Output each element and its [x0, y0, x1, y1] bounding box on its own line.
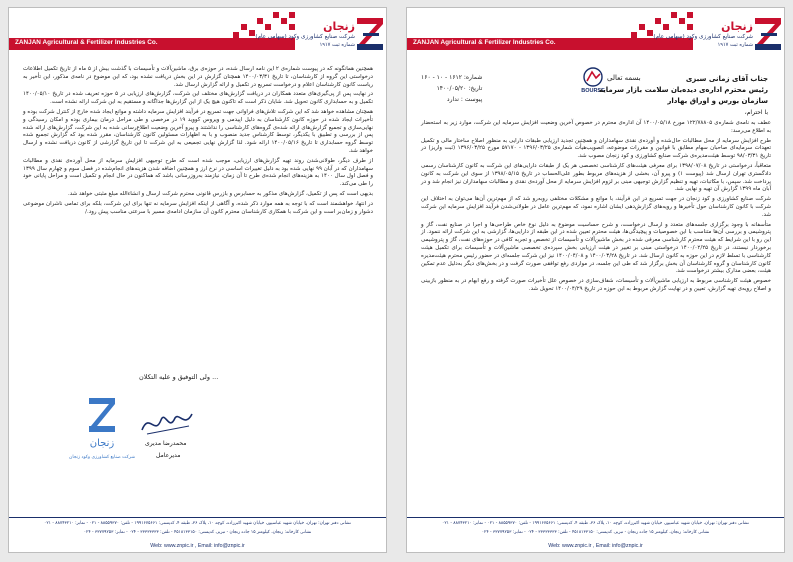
- company-stamp-icon: [67, 396, 137, 472]
- letter-body-continued: [23, 66, 373, 218]
- stamp-text: شرکت صنایع کشاورزی وکود زنجان: [69, 455, 135, 460]
- paragraph: شرکت صنایع کشاورزی و کود زنجان در جهت تسریع در این فرآیند، با موانع و مشکلات مختلفی روبه‌رو شد که از مهم‌ترین آن‌ها می‌توان به اختلاف این شرکت با کانون کارشناسان حول تأخیرها و رویه‌های گزارش‌دهی ایشان اشاره نمود، که مهم‌ترین عامل در طولانی‌شدن فرآیند افزایش سرمایه این شرکت شد.: [421, 196, 771, 218]
- letter-number: شماره: ۱۶۱۲ - ۱۰ - ۱۶۰: [421, 74, 483, 81]
- letter-page-right-side: [8, 7, 387, 553]
- letter-body: [421, 120, 771, 296]
- paragraph: همچنین همانگونه که در پیوست شماره‌ی ۲ این نامه ارسال شده، در حوزه‌ی برق، ماشین‌آلات و تأسیسات با گذشت بیش از ۵ ماه از تاریخ تکمیل اطلاعات درخواستی این گروه از کارشناسان، تا تاریخ ۱۴۰۰/۰۳/۳۱ همچنان گزارش در این بخش دریافت نشده بود، که این موضوع در نامه‌ی مذکور، این تأخیر به ریاست کانون کارشناسان اعلام و درخواست تسریع در تکمیل و ارائه گزارش ارسال شد.: [23, 66, 373, 88]
- paragraph: در نهایت پس از پی‌گیری‌های متعدد همکاران در دریافت گزارش‌های مختلف این شرکت، گزارش‌های ارزیابی در ۵ حوزه تعریف شده در تاریخ ۱۴۰۰/۰۵/۱۰ تکمیل و به حسابداری کانون تحویل شد. شایان ذکر است که تاکنون هیچ یک از این گزارش‌ها جداگانه و مستقیم به این شرکت ارائه نشده است.: [23, 91, 373, 106]
- footer-web-email: Web: www.znpic.ir , Email: info@znpic.ir: [150, 543, 245, 549]
- letterhead: [407, 8, 784, 64]
- addressee-block: [599, 74, 768, 107]
- company-name-fa: زنجان: [323, 20, 355, 33]
- footer-address-tehran: نشانی دفتر تهران: تهران، خیابان شهید عباسپور، خیابان شهید اکبرزاده، کوچه ۱۰، پلاک ۳۶، طبقه ۴، کدپستی: ۱۹۹۱۶۷۵۶۶۱ - تلفن: ۸۸۵۵۹۳۷۰ - ۰۲۱ - نمابر: ۸۸۷۴۳۲۱۰ - ۰۲۱: [44, 521, 351, 526]
- footer-address-factory: نشانی کارخانه: زنجان، کیلومتر ۱۵ جاده زنجان - تبریز، کدپستی: ۴۵۱۸۱۳۳۱۵۰ - تلفن: ۳۳۳۳۳۳۳۳ - ۰۲۴ - نمابر: ۳۳۷۷۹۲۵۳ - ۰۲۴: [83, 530, 312, 535]
- company-name-en: ZANJAN Agricultural & Fertilizer Industries Co.: [15, 39, 158, 46]
- addressee-name: جناب آقای زمانی سبزی: [685, 75, 768, 83]
- closing-phrase: ... ولی التوفیق و علیه التکلان: [139, 373, 219, 381]
- paragraph: خصوص هیئت کارشناسی مربوط به ارزیابی ماشین‌آلات و تأسیسات، شفاف‌سازی در خصوص علل تأخیرات صورت گرفته و رفع ابهام در به منظور بازبینی و اصلاح رویه‌ی تهیه گزارش، تعیین و در نهایت گزارش مربوط به این حوزه در تاریخ ۱۴۰۰/۰۴/۲۹ تحویل شد.: [421, 278, 771, 292]
- letter-footer: [9, 517, 386, 552]
- company-registration: شماره ثبت ۱۹۱۷: [319, 42, 355, 48]
- paragraph: عطف به نامه‌ی شماره‌ی ۱۲۲/۷۸۸۰۵ مورخ ۱۴۰۰/۰۵/۱۸ آن اداره‌ی محترم در خصوص آخرین وضعیت افزایش سرمایه این شرکت، موارد زیر به استحضار به اطلاع می‌رسد:: [421, 120, 771, 134]
- company-name-fa: زنجان: [721, 20, 753, 33]
- addressee-title: رئیس محترم اداره‌ی دیده‌بان سلامت بازار سرمایه: [598, 86, 768, 94]
- company-logo: [653, 18, 783, 58]
- letter-meta: [421, 72, 482, 105]
- company-name-en: ZANJAN Agricultural & Fertilizer Industries Co.: [413, 39, 556, 46]
- salutation: با احترام،: [744, 109, 768, 116]
- signer-title: مدیرعامل: [156, 452, 181, 459]
- paragraph: بدیهی است که پس از تکمیل، گزارش‌های مذکور به حسابرس و بازرس قانونی محترم شرکت ارسال و انشاءالله مبلغ مثبتی خواهد شد.: [67, 190, 373, 197]
- z-logo-icon: [755, 18, 781, 52]
- z-logo-icon: [357, 18, 383, 52]
- footer-web-email: Web: www.znpic.ir , Email: info@znpic.ir: [548, 543, 643, 549]
- company-registration: شماره ثبت ۱۹۱۷: [717, 42, 753, 48]
- letter-page-first: [406, 7, 785, 553]
- company-subtitle: شرکت صنایع کشاورزی وکود (سهامی عام): [255, 34, 355, 40]
- letter-date: تاریخ: ۱۴۰۰/۰۵/۲۰: [436, 85, 483, 92]
- bismillah-text: بسمه تعالی: [607, 74, 641, 82]
- stamp-name: زنجان: [89, 438, 115, 449]
- paragraph: طرح افزایش سرمایه از محل مطالبات حال‌شده و آورده‌ی نقدی سهامداران و همچنین تجدید ارزیابی طبقات دارایی به منظور اصلاح ساختار مالی و تکمیل تعهدات سرمایه‌ای صاحبان سهام مطابق با قوانین و مقررات موضوعه، اتصویب‌هیأت شماره‌ی ۱۳۹۶/۰۳/۲۵ - ۵۷۱۷۰ مورخ ۱۳۹۶/۰۳/۲۵ (ثبت واریز) در تاریخ ۹۸/۰۳/۳۱ توسط هیئت‌مدیره‌ی شرکت صنایع کشاورزی و کود زنجان مصوب شد.: [421, 137, 771, 160]
- paragraph: همچنان مشاهده خواهد شد که این شرکت تلاش‌های فراوانی جهت تسریع در فرآیند افزایش سرمایه داشته و موانع ایجاد شده خارج از کنترل شرکت بوده و تأخیرات ایجاد شده در حوزه کانون کارشناسان به دلیل اپیدمی و ویروس کووید ۱۹ در مرخصی و طی مراحل درمان بیماری بوده و امکان رسیدگی و نهایی‌سازی و تجمیع گزارش‌های ارائه شده‌ی گروه‌های کارشناسی را نداشتند و پیرو آخرین وضعیت اطلاع‌رسانی شده به این شرکت، گزارش‌های ارائه شده پس از بررسی و تطبیق با یکدیگر، توسط کارشناس جدید منصوب و با به اظهارات مسئولین کانون کارشناسان، مقرر شده بود که گزارش تجمیع شده توسط گروه حسابداری تا تاریخ ۱۴۰۰/۰۵/۱۶ ارائه شود. لذا گزارش نهایی تجمیعی به این شرکت تا این تاریخ گزارشی از کانون دریافت نشده و ارسال خواهد شد.: [23, 108, 373, 154]
- company-logo: [255, 18, 385, 58]
- paragraph: متعاقباً، درخواستی در تاریخ ۱۳۹۸/۰۷/۰۸ برای معرفی هیئت‌های کارشناسی تخصصی هر یک از طبقات دارایی‌های این شرکت به کانون کارشناسان رسمی دادگستری تهران ارسال شد (پیوست ۱) و پیرو آن، بخشی از هزینه‌های مربوط بطور علی‌الحساب در تاریخ ۱۳۹۸/۰۵/۱۵ از سوی این شرکت به کانون پرداخت شد. سپس، با مکاتبات، تهیه و تنظیم گزارش توجیهی مبنی بر لزوم افزایش سرمایه از محل آورده‌ی نقدی و مطالبات سهامداران نیز انجام شد و در آبان ماه ۱۳۹۹ گزارش آن تهیه و نهایی شد.: [421, 162, 771, 193]
- footer-address-tehran: نشانی دفتر تهران: تهران، خیابان شهید عباسپور، خیابان شهید اکبرزاده، کوچه ۱۰، پلاک ۳۶، طبقه ۴، کدپستی: ۱۹۹۱۶۷۵۶۶۱ - تلفن: ۸۸۵۵۹۳۷۰ - ۰۲۱ - نمابر: ۸۸۷۴۳۲۱۰ - ۰۲۱: [442, 521, 749, 526]
- footer-address-factory: نشانی کارخانه: زنجان، کیلومتر ۱۵ جاده زنجان - تبریز، کدپستی: ۴۵۱۸۱۳۳۱۵۰ - تلفن: ۳۳۳۳۳۳۳۳ - ۰۲۴ - نمابر: ۳۳۷۷۹۲۵۳ - ۰۲۴: [481, 530, 710, 535]
- letter-attachment: پیوست : ندارد: [446, 96, 483, 103]
- letter-footer: [407, 517, 784, 552]
- paragraph: از طرف دیگر، طولانی‌شدن روند تهیه گزارش‌های ارزیابی، موجب شده است که طرح توجیهی افزایش سرمایه از محل آورده‌ی نقدی و مطالبات سهامداران که در آبان ۹۹ نهایی شده بود به دلیل تغییرات اساسی در نرخ ارز و همچنین اضافه شدن هزینه‌های انجام‌شده در فصل سوم و چهارم سال ۱۳۹۹ و فصل اول سال ۱۴۰۰ به هزینه‌های انجام شده‌ی طرح تا آن زمان، نیازمند به‌روزرسانی باشد که هماکنون در حال انجام و تکمیل است و مراحل پایانی خود را طی می‌کند.: [23, 157, 373, 188]
- signer-name: محمدرضا مدیری: [145, 440, 187, 447]
- paragraph: متأسفانه با وجود برگزاری جلسه‌های متعدد و ارسال درخواست، و شرح حساسیت موضوع به دلیل نوع خاص طراحی‌ها و اجرا در صنایع نفت، گاز و پتروشیمی و بررسی آن‌ها متناسب با این خصوصیات و پیچیدگی‌ها، هیئت محترم تعیین شده در این طبقه از دارایی‌ها، گزارشی به این شرکت ارائه ننمود. از این رو با این شرایط که هیئت محترم کارشناسی معرفی شده در بخش ماشین‌آلات و تأسیسات از تخصص و تجربه کافی در حوزه‌های نفت، گاز و پتروشیمی برخوردار نیستند، در تاریخ ۱۴۰۰/۰۲/۲۵ درخواستی مبنی بر تغییر در هیئت ارزیابی بخش سپرده‌ی تخصصی ماشین‌آلات و تأسیسات برای تکمیل هیئت کارشناسی با تسلط لازم در این حوزه به کانون ارسال شد. در تاریخ ۱۴۰۰/۰۳/۲۸ و ۱۴۰۰/۰۴/۰۸ نیز این شرکت جلسه‌ای در حضور رئیس محترم هیئت‌مدیره کانون کارشناسان و گروه کارشناسان آن بخش برگزار شد که طی این جلسه، در مواردی رفع توافقی صورت گرفت و در بخش‌های دیگر به‌دلیل عدم تمکین هیئت، بعضی مدارک بیشتر درخواست شد.: [421, 221, 772, 275]
- bourse-label: BOURSE: [581, 88, 605, 94]
- paragraph: در انتها، خواهشمند است که با توجه به همه موارد ذکر شده، و آگاهی از اینکه افزایش سرمایه نه تنها برای این شرکت، بلکه برای تمامی ناشران موضوعی دشوار و زمان‌بر است و این شرکت با همکاری کارشناسان محترم کانون آن سازمان ادامه‌ی مسیر با سرعتی مناسب پیش رود./: [23, 200, 373, 215]
- addressee-org: سازمان بورس و اوراق بهادار: [667, 97, 768, 105]
- signature-icon: [137, 406, 197, 440]
- company-subtitle: شرکت صنایع کشاورزی وکود (سهامی عام): [653, 34, 753, 40]
- letterhead: [9, 8, 386, 64]
